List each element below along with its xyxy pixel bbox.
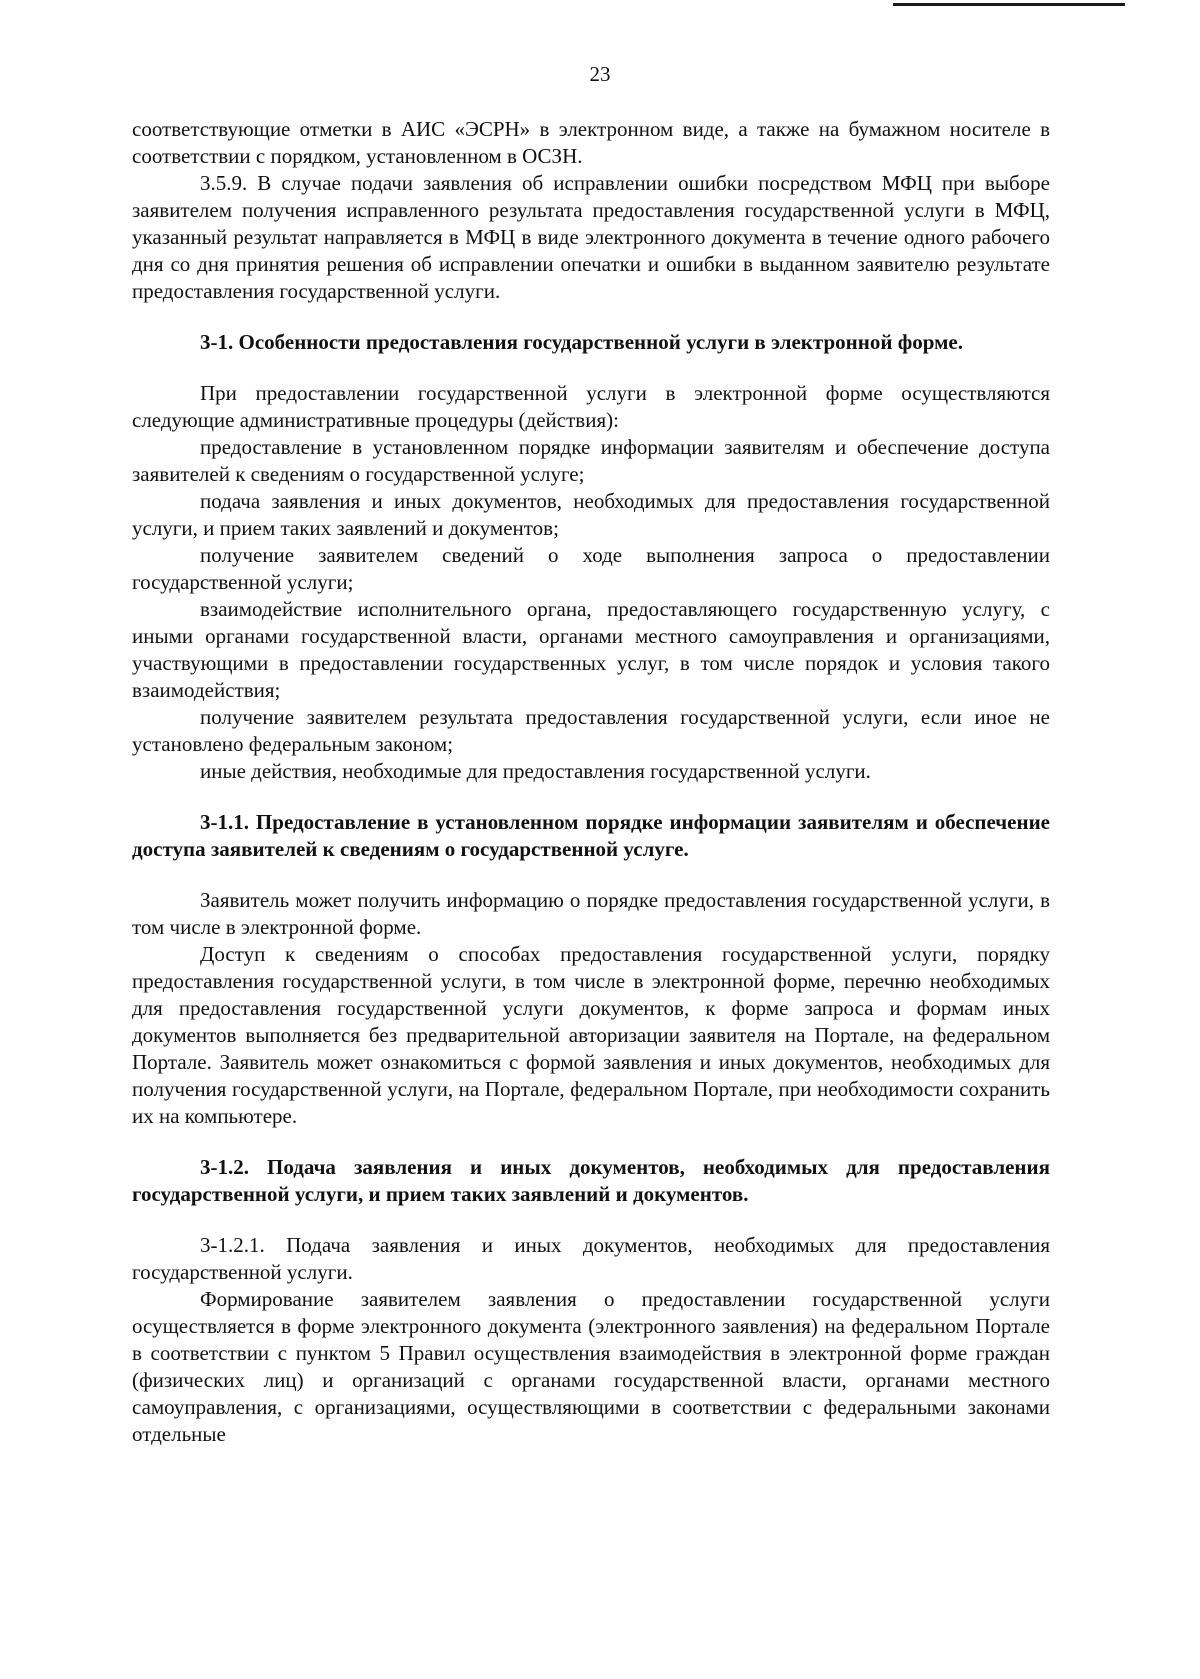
paragraph-3-1-2-1: 3-1.2.1. Подача заявления и иных документов, необходимых для предоставления государственной услуги. — [132, 1233, 1050, 1284]
section-heading-3-1-2: 3-1.2. Подача заявления и иных документов, необходимых для предоставления государственной услуги, и прием таких заявлений и документов. — [132, 1155, 1050, 1206]
paragraph-continued: соответствующие отметки в АИС «ЭСРН» в электронном виде, а также на бумажном носителе в соответствии с порядком, установленном в ОСЗН. — [132, 117, 1050, 168]
list-item-paragraph: подача заявления и иных документов, необходимых для предоставления государственной услуги, и прием таких заявлений и документов; — [132, 489, 1050, 540]
paragraph-3-5-9: 3.5.9. В случае подачи заявления об исправлении ошибки посредством МФЦ при выборе заявителем получения исправленного результата предоставления государственной услуги в МФЦ, указанный результат направляется в МФЦ в виде электронного документа в течение одного рабочего дня со дня принятия решения об исправлении опечатки и ошибки в выданном заявителю результате предоставления государственной услуги. — [132, 171, 1050, 303]
list-item-paragraph: иные действия, необходимые для предоставления государственной услуги. — [200, 759, 871, 783]
page-number: 23 — [589, 62, 611, 86]
paragraph: При предоставлении государственной услуги в электронной форме осуществляются следующие административные процедуры (действия): — [132, 381, 1050, 432]
paragraph: Доступ к сведениям о способах предоставления государственной услуги, порядку предоставления государственной услуги, в том числе в электронной форме, перечню необходимых для предоставления государственной услуги документов, к форме запроса и формам иных документов выполняется без предварительной авторизации заявителя на Портале, на федеральном Портале. Заявитель может ознакомиться с формой заявления и иных документов, необходимых для получения государственной услуги, на Портале, федеральном Портале, при необходимости сохранить их на компьютере. — [132, 942, 1050, 1128]
document-body — [132, 116, 1050, 1448]
scan-edge-line — [893, 3, 1125, 6]
list-item-paragraph: получение заявителем результата предоставления государственной услуги, если иное не установлено федеральным законом; — [132, 705, 1050, 756]
list-item-paragraph: предоставление в установленном порядке информации заявителям и обеспечение доступа заявителей к сведениям о государственной услуге; — [132, 435, 1050, 486]
list-item-paragraph: получение заявителем сведений о ходе выполнения запроса о предоставлении государственной услуги; — [132, 543, 1050, 594]
section-heading-3-1-1: 3-1.1. Предоставление в установленном порядке информации заявителям и обеспечение доступа заявителей к сведениям о государственной услуге. — [132, 810, 1050, 861]
paragraph: Формирование заявителем заявления о предоставлении государственной услуги осуществляется в форме электронного документа (электронного заявления) на федеральном Портале в соответствии с пунктом 5 Правил осуществления взаимодействия в электронной форме граждан (физических лиц) и организаций с органами государственной власти, органами местного самоуправления, с организациями, осуществляющими в соответствии с федеральными законами отдельные — [132, 1287, 1050, 1446]
section-heading-3-1: 3-1. Особенности предоставления государственной услуги в электронной форме. — [200, 330, 963, 354]
list-item-paragraph: взаимодействие исполнительного органа, предоставляющего государственную услугу, с иными органами государственной власти, органами местного самоуправления и организациями, участвующими в предоставлении государственных услуг, в том числе порядок и условия такого взаимодействия; — [132, 597, 1050, 702]
paragraph: Заявитель может получить информацию о порядке предоставления государственной услуги, в том числе в электронной форме. — [132, 888, 1050, 939]
